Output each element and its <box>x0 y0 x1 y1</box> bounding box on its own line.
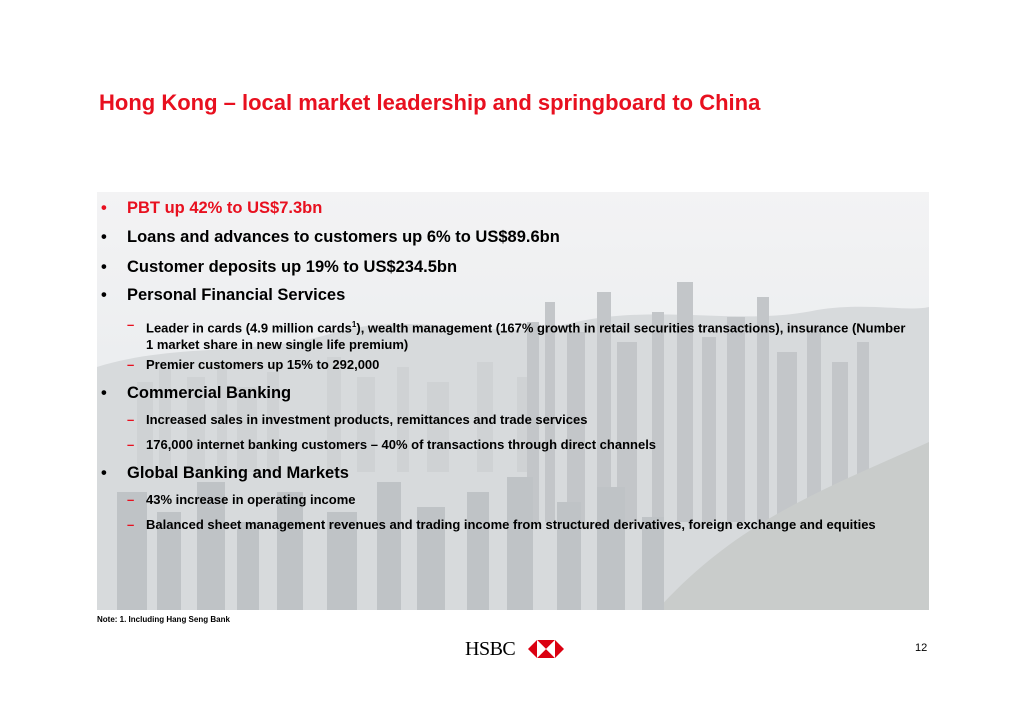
slide-title: Hong Kong – local market leadership and springboard to China <box>99 90 761 115</box>
sub-bullet-operating-income <box>127 491 907 508</box>
bullet-text: Loans and advances to customers up 6% to US$89.6bn <box>127 228 560 246</box>
footnote: Note: 1. Including Hang Seng Bank <box>97 615 230 624</box>
sub-bullet-text: Premier customers up 15% to 292,000 <box>146 357 380 372</box>
dash-marker: – <box>127 437 135 452</box>
bullet-dot: • <box>101 286 107 304</box>
bullet-text: PBT up 42% to US$7.3bn <box>127 199 323 217</box>
logo-wordmark: HSBC <box>465 638 516 660</box>
sub-bullet-premier <box>127 356 907 373</box>
hexagon-logo-icon <box>528 640 564 658</box>
dash-marker: – <box>127 412 135 427</box>
bullet-dot: • <box>101 228 107 246</box>
content-panel <box>97 192 929 610</box>
dash-marker: – <box>127 517 135 532</box>
bullet-text: Commercial Banking <box>127 384 292 402</box>
sub-bullet-balance-sheet <box>127 516 907 533</box>
bullet-dot: • <box>101 199 107 217</box>
sub-bullet-text: Balanced sheet management revenues and trading income from structured derivatives, foreign exchange and equities <box>146 517 876 532</box>
bullet-list <box>97 192 929 610</box>
bullet-text: Customer deposits up 19% to US$234.5bn <box>127 258 458 276</box>
sub-bullet-sales <box>127 411 907 428</box>
footnote-marker: 1 <box>351 320 357 329</box>
bullet-dot: • <box>101 384 107 402</box>
bullet-dot: • <box>101 464 107 482</box>
sub-bullet-text: Increased sales in investment products, remittances and trade services <box>146 412 588 427</box>
sub-bullet-text: 43% increase in operating income <box>146 492 356 507</box>
sub-bullet-text: Leader in cards (4.9 million cards$^1$), wealth management (167% growth in retail securities transactions), insurance (Number 1 market share in new single life premium) <box>146 320 906 353</box>
dash-marker: – <box>127 317 135 332</box>
sub-bullet-text: 176,000 internet banking customers – 40% of transactions through direct channels <box>146 437 657 452</box>
sub-bullet-internet-banking <box>127 436 907 453</box>
bullet-dot: • <box>101 258 107 276</box>
bullet-text: Personal Financial Services <box>127 286 346 304</box>
page-number: 12 <box>915 642 928 654</box>
sub-bullet-cards <box>127 316 907 353</box>
dash-marker: – <box>127 357 135 372</box>
bullet-text: Global Banking and Markets <box>127 464 349 482</box>
dash-marker: – <box>127 492 135 507</box>
